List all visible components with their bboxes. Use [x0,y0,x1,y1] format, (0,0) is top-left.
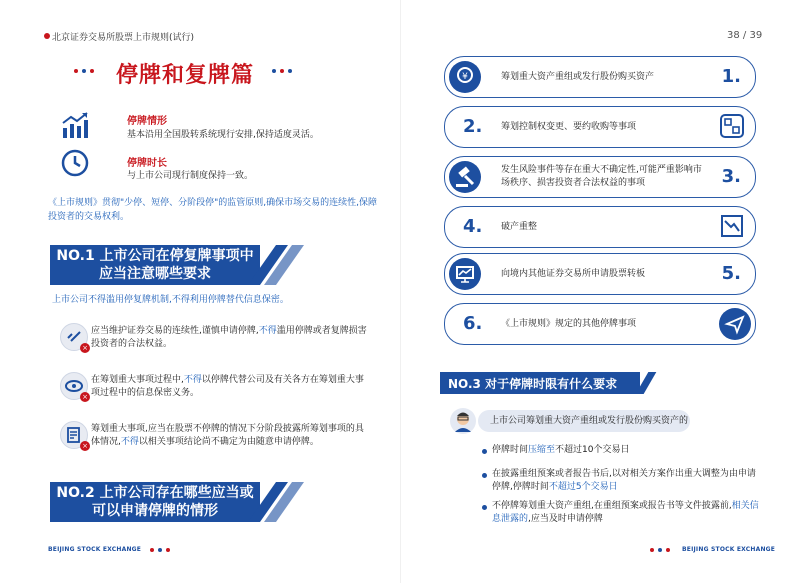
no1-title-line2: 应当注意哪些要求 [99,266,211,282]
svg-text:¥: ¥ [462,72,468,82]
no1-note: 上市公司不得滥用停复牌机制,不得利用停牌替代信息保密。 [52,295,289,305]
no2-banner [50,482,260,522]
scenario-label: 停牌情形 [127,116,167,127]
bullet-3-text: 不停牌筹划重大资产重组,在重组预案或报告书等文件披露前,相关信息泄露的,应当及时申请停牌 [492,501,759,524]
case-5-number: 5. [721,263,741,284]
case-4-text: 破产重整 [501,222,538,232]
bullet-1-text: 停牌时间压缩至不超过10个交易日 [492,445,630,455]
duration-text: 与上市公司现行制度保持一致。 [127,171,254,181]
bullet-dot [482,449,487,454]
page-number: 38 / 39 [727,30,763,41]
case-1-text: 筹划重大资产重组或发行股份购买资产 [501,72,655,82]
scenario-text: 基本沿用全国股转系统现行安排,保持适度灵活。 [127,130,319,140]
case-item-5 [444,253,756,295]
clock-icon [60,148,90,178]
bullet-dot [482,473,487,478]
header-bullet [44,33,50,39]
money-hand-icon [449,61,481,93]
transfer-icon [719,113,745,139]
item-3-text: 筹划重大事项,应当在股票不停牌的情况下分阶段披露所筹划事项的具体情况,不得以相关事项结论尚不确定为由随意申请停牌。 [91,424,364,447]
prohibit-badge-icon: × [80,392,90,402]
title-dots-left [74,69,98,73]
decline-chart-icon [719,213,745,239]
case-item-1 [444,56,756,98]
no2-title-line1: NO.2 上市公司存在哪些应当或 [56,485,254,501]
no3-title: NO.3 对于停牌时限有什么要求 [448,377,618,391]
prohibit-badge-icon: × [80,441,90,451]
case-6-text: 《上市规则》规定的其他停牌事项 [501,319,637,329]
gavel-icon [449,161,481,193]
case-1-number: 1. [721,66,741,87]
footer-dots [650,548,674,552]
bullet-2-text: 在披露重组预案或者报告书后,以对相关方案作出重大调整为由申请停牌,停牌时间不超过5个交易日 [492,469,756,492]
case-item-2 [444,106,756,148]
case-2-number: 2. [463,116,483,137]
footer-dots [150,548,174,552]
no2-title-line2: 可以申请停牌的情形 [92,503,218,519]
speech-bubble: 上市公司筹划重大资产重组或发行股份购买资产的 [478,410,690,432]
case-3-number: 3. [721,166,741,187]
paper-plane-icon [719,308,751,340]
footer-brand: BEIJING STOCK EXCHANGE [682,546,776,553]
case-item-4 [444,206,756,248]
case-4-number: 4. [463,216,483,237]
case-5-text: 向境内其他证券交易所申请股票转板 [501,269,646,279]
item-1-text: 应当维护证券交易的连续性,谨慎申请停牌,不得滥用停牌或者复牌损害投资者的合法权益。 [91,326,367,349]
bullet-dot [482,505,487,510]
case-3-text: 发生风险事件等存在重大不确定性,可能严重影响市场秩序、损害投资者合法权益的事项 [501,165,702,188]
section-title: 停牌和复牌篇 [116,63,255,88]
prohibit-badge-icon: × [80,343,90,353]
document-edit-icon [60,421,88,449]
title-dots-right [272,69,296,73]
bar-chart-icon [60,110,90,140]
principle-paragraph: 《上市规则》贯彻"少停、短停、分阶段停"的监管原则,确保市场交易的连续性,保障投资者的交易权利。 [48,198,378,222]
no3-banner [440,372,640,394]
avatar-icon [450,408,476,434]
duration-label: 停牌时长 [127,158,167,169]
document-title: 北京证券交易所股票上市规则(试行) [52,33,195,43]
case-item-6 [444,303,756,345]
eye-icon [60,372,88,400]
page-divider [400,0,401,583]
presentation-chart-icon [449,258,481,290]
footer-brand: BEIJING STOCK EXCHANGE [48,546,142,553]
item-2-text: 在筹划重大事项过程中,不得以停牌代替公司及有关各方在筹划重大事项过程中的信息保密义务。 [91,375,364,398]
case-2-text: 筹划控制权变更、要约收购等事项 [501,122,637,132]
case-6-number: 6. [463,313,483,334]
no1-banner [50,245,260,285]
no1-title-line1: NO.1 上市公司在停复牌事项中 [56,248,254,264]
case-item-3 [444,156,756,198]
broken-link-icon [60,323,88,351]
